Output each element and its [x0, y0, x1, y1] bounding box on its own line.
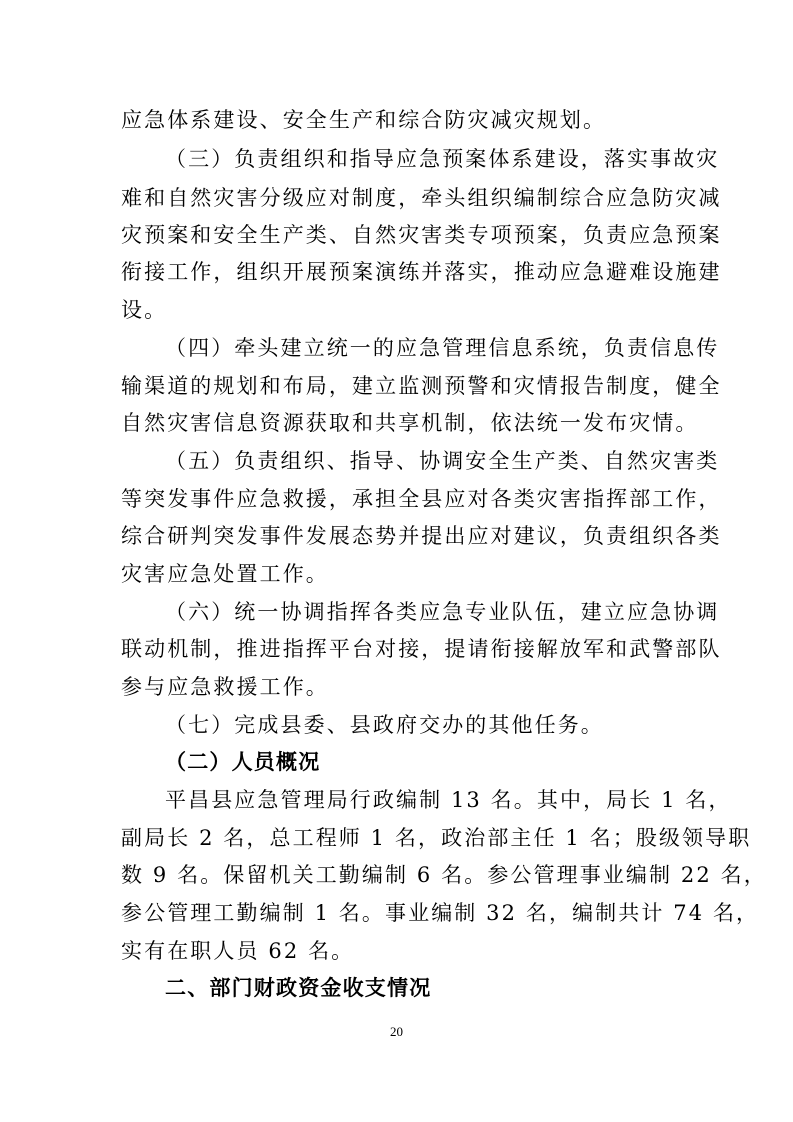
text-line-8: 输渠道的规划和布局，建立监测预警和灾情报告制度，健全 [121, 374, 722, 398]
text-line-16: 参与应急救援工作。 [121, 675, 329, 699]
text-line-12: 综合研判突发事件发展态势并提出应对建议，负责组织各类 [121, 524, 722, 548]
text-line-5: 衔接工作，组织开展预案演练并落实，推动应急避难设施建 [121, 260, 722, 284]
text-line-3: 难和自然灾害分级应对制度，牵头组织编制综合应急防灾减 [121, 186, 722, 210]
text-line-10: （五）负责组织、指导、协调安全生产类、自然灾害类 [165, 449, 720, 473]
text-line-22: 参公管理工勤编制 1 名。事业编制 32 名，编制共计 74 名， [121, 901, 760, 925]
section-heading-finance: 二、部门财政资金收支情况 [165, 976, 432, 1000]
text-line-17: （七）完成县委、县政府交办的其他任务。 [165, 713, 604, 737]
page-number: 20 [390, 1024, 403, 1039]
text-line-15: 联动机制，推进指挥平台对接，提请衔接解放军和武警部队 [121, 637, 722, 661]
text-line-21: 数 9 名。保留机关工勤编制 6 名。参公管理事业编制 22 名， [121, 863, 767, 887]
text-line-9: 自然灾害信息资源获取和共享机制，依法统一发布灾情。 [121, 411, 699, 435]
text-line-1: 应急体系建设、安全生产和综合防灾减灾规划。 [121, 108, 607, 132]
text-line-19: 平昌县应急管理局行政编制 13 名。其中，局长 1 名， [165, 788, 732, 812]
text-line-11: 等突发事件应急救援，承担全县应对各类灾害指挥部工作， [121, 487, 722, 511]
text-line-20: 副局长 2 名，总工程师 1 名，政治部主任 1 名；股级领导职 [121, 826, 752, 850]
text-line-2: （三）负责组织和指导应急预案体系建设，落实事故灾 [165, 147, 720, 171]
text-line-4: 灾预案和安全生产类、自然灾害类专项预案，负责应急预案 [121, 223, 722, 247]
text-line-14: （六）统一协调指挥各类应急专业队伍，建立应急协调 [165, 600, 720, 624]
text-line-13: 灾害应急处置工作。 [121, 562, 329, 586]
text-line-7: （四）牵头建立统一的应急管理信息系统，负责信息传 [165, 336, 720, 360]
section-heading-personnel: （二）人员概况 [165, 750, 321, 774]
text-line-6: 设。 [121, 298, 168, 322]
text-line-23: 实有在职人员 62 名。 [121, 939, 355, 963]
